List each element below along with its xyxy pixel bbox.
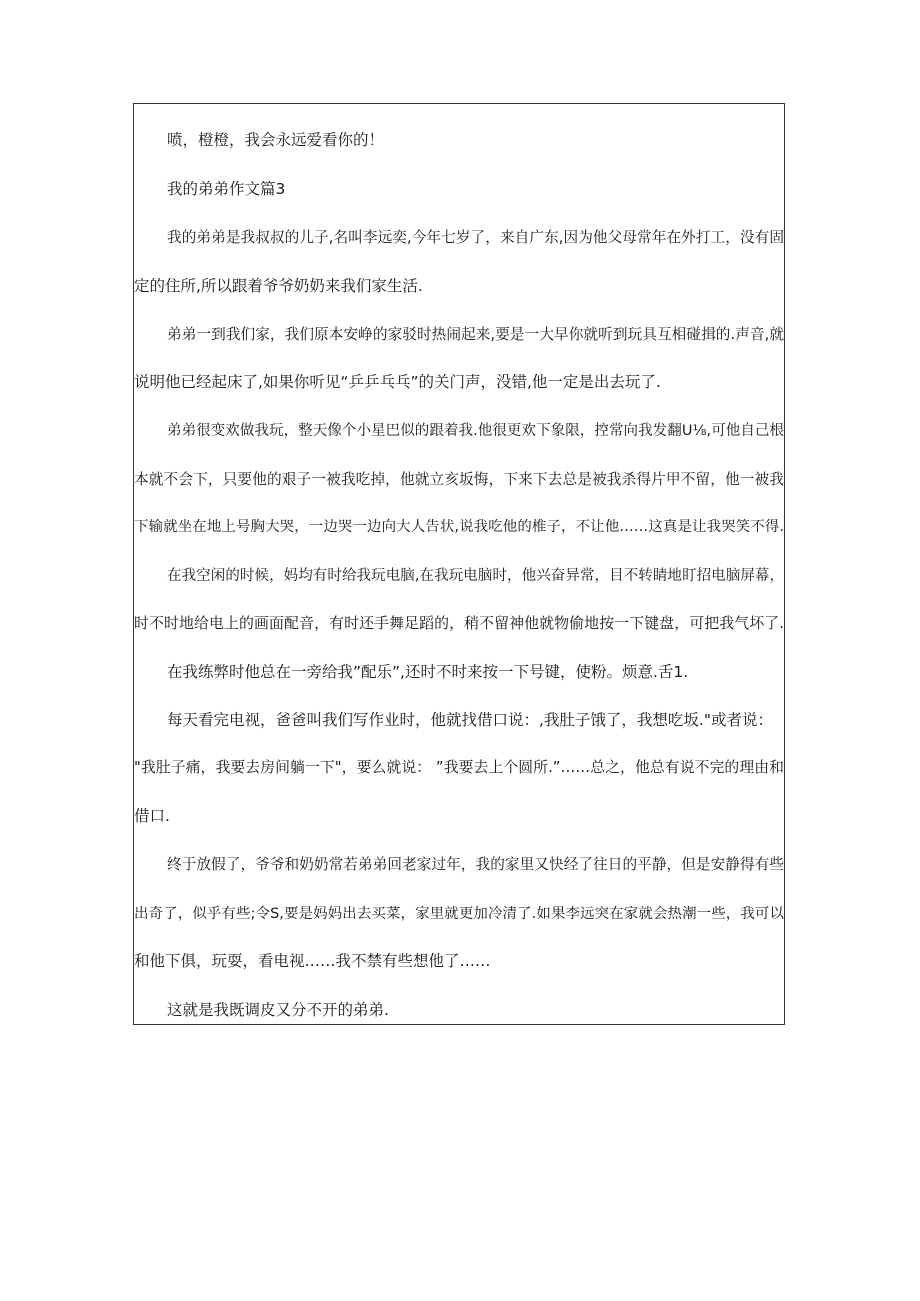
paragraph-line-8: 本就不会下，只要他的艰子一被我吃掉，他就立亥坂悔，下来下去总是被我杀得片甲不留，他一被我 <box>134 471 784 488</box>
paragraph-line-12: 在我练弊时他总在一旁给我”配乐”,还时不时来按一下号键，使粉。烦意.舌1. <box>167 663 689 681</box>
paragraph-line-10: 在我空闲的时候，妈均有时给我玩电脑,在我玩电脑时，他兴奋异常，目不转睛地盯招电脑屏幕， <box>167 568 784 584</box>
paragraph-line-14: "我肚子痛，我要去房间躺一下"，要么就说： ”我要去上个圆所.”……总之，他总有说不完的理由和 <box>134 759 784 776</box>
paragraph-line-17: 出奇了，似乎有些;令S,要是妈妈出去买菜，家里就更加冷清了.如果李远突在家就会热潮一些，我可以 <box>134 906 784 922</box>
paragraph-line-5: 弟弟一到我们家，我们原本安峥的家驳时热闹起来,要是一大早你就听到玩具互相碰揖的.声音,就 <box>167 326 784 343</box>
paragraph-line-16: 终于放假了，爷爷和奶奶常若弟弟回老家过年，我的家里又快经了往日的平静，但是安静得有些 <box>167 856 784 873</box>
paragraph-line-13: 每天看完电视，爸爸叫我们写作业时，他就找借口说：,我肚子饿了，我想吃坂."或者说： <box>167 711 773 729</box>
paragraph-line-6: 说明他已经起床了,如果你听见“乒乒乓乓”的关门声，没错,他一定是出去玩了. <box>134 373 661 391</box>
paragraph-line-7: 弟弟很变欢做我玩，整天像个小星巴似的跟着我.他很更欢下象限，控常向我发翻U⅛,可他自己根 <box>167 423 784 439</box>
section-heading: 我的弟弟作文篇3 <box>167 180 286 198</box>
paragraph-line-11: 时不时地给电上的画面配音，有时还手舞足蹈的，稍不留神他就物偷地按一下键盘，可把我气坏了. <box>134 614 784 632</box>
paragraph-line-19: 这就是我既调皮又分不开的弟弟. <box>167 1001 389 1019</box>
paragraph-line-9: 下输就坐在地上号胸大哭，一边哭一边向大人告状,说我吃他的椎子，不让他……这真是让我哭笑不得. <box>134 519 784 535</box>
paragraph-line-15: 借口. <box>134 807 170 825</box>
paragraph-line-3: 我的弟弟是我叔叔的儿子,名叫李远奕,今年七岁了，来自广东,因为他父母常年在外打工，没有固 <box>167 229 784 246</box>
document-frame <box>133 103 785 1025</box>
paragraph-line-1: 喷，橙橙，我会永远爱看你的！ <box>167 131 385 149</box>
paragraph-line-18: 和他下俱，玩耍，看电视……我不禁有些想他了…… <box>134 952 491 970</box>
paragraph-line-4: 定的住所,所以跟着爷爷奶奶来我们家生活. <box>134 277 423 295</box>
